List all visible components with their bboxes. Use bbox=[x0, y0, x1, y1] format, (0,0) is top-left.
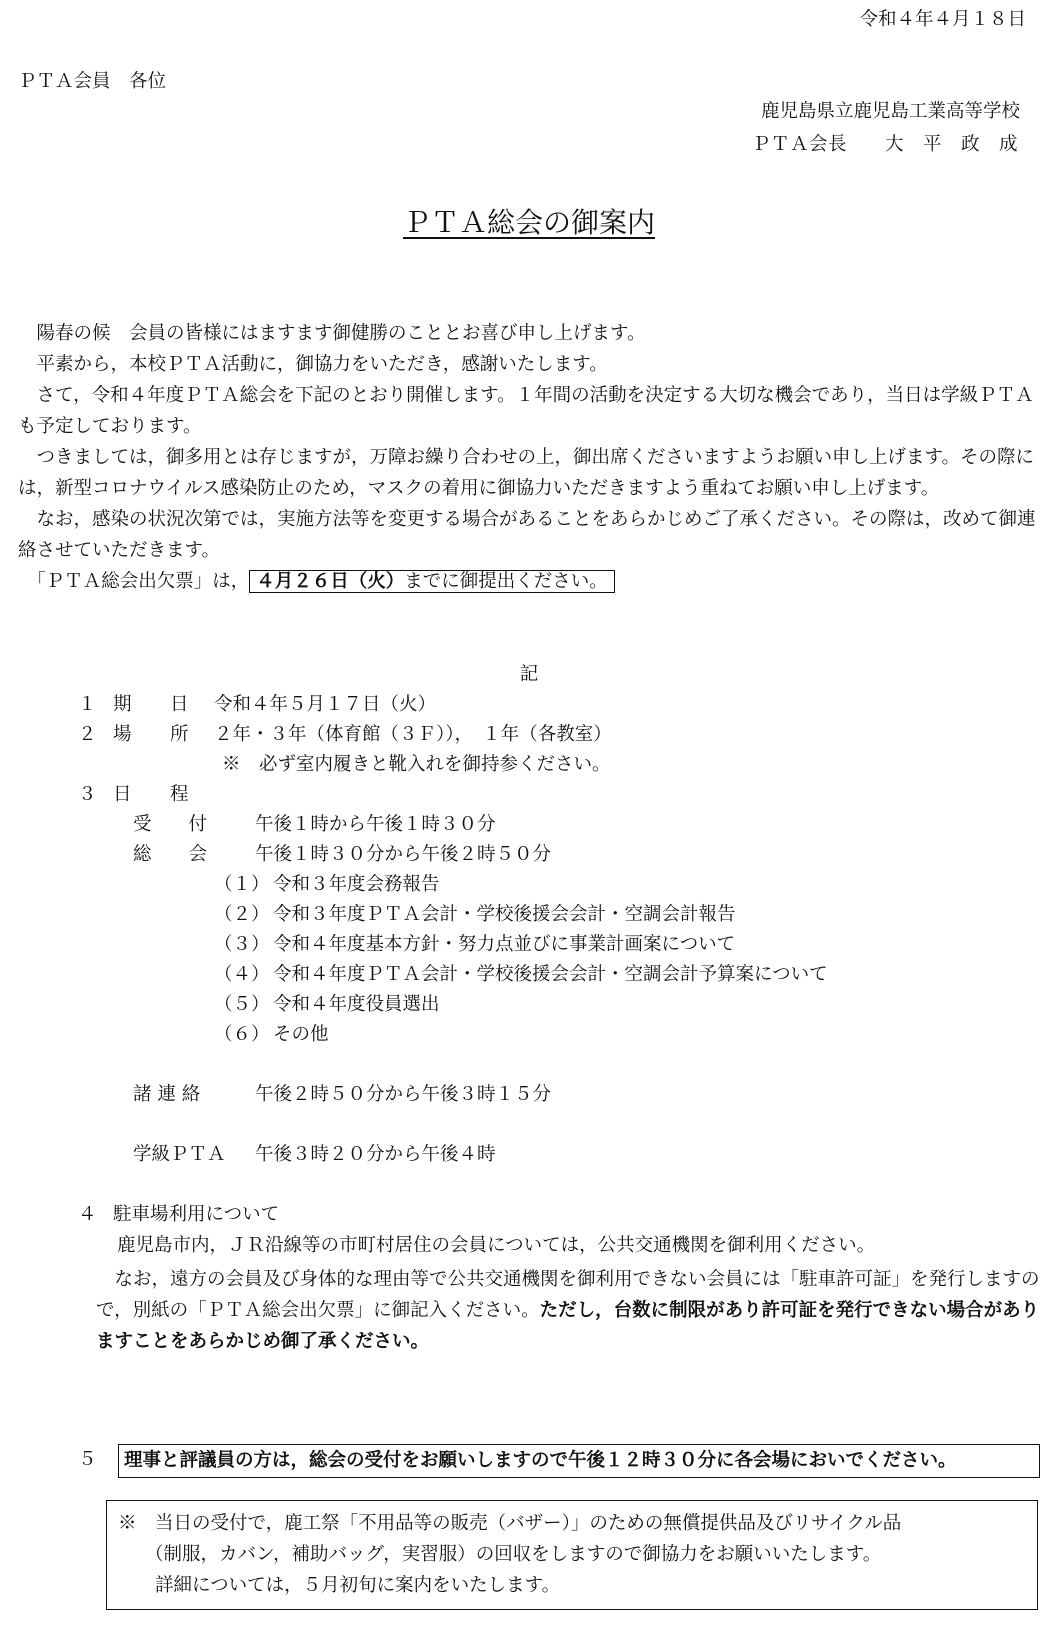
body-paragraph-3: さて，令和４年度ＰＴＡ総会を下記のとおり開催します。１年間の活動を決定する大切な機会であり，当日は学級ＰＴＡも予定しております。 bbox=[18, 385, 1034, 437]
item-2-label: 場 所 bbox=[113, 724, 199, 745]
body-paragraph-4: つきましては，御多用とは存じますが，万障お繰り合わせの上，御出席くださいますようお願い申し上げます。その際には，新型コロナウイルス感染防止のため，マスクの着用に御協力いただきますよう重ねてお願い申し上げます。 bbox=[18, 447, 1035, 499]
note-line-3: 詳細については，５月初旬に案内をいたします。 bbox=[155, 1575, 561, 1596]
item-3-number: ３ bbox=[78, 784, 97, 805]
page-title bbox=[0, 205, 1058, 241]
deadline-prefix: 「ＰＴＡ総会出欠票」は， bbox=[36, 571, 250, 592]
agenda-item-no: （５） bbox=[214, 994, 270, 1015]
note-line-2: （制服，カバン，補助バッグ，実習服）の回収をしますので御協力をお願いいたします。 bbox=[145, 1544, 882, 1565]
schedule-class-label: 学級ＰＴＡ bbox=[133, 1144, 226, 1165]
deadline-suffix: までに御提出ください。 bbox=[404, 571, 608, 592]
item-4-text-2a: なお，遠方の会員及び身体的な理由等で公共交通機関を御利用できない会員には「駐車許可証」を発行しますので，別紙の「ＰＴＡ総会出欠票」に御記入ください。 bbox=[96, 1269, 1040, 1321]
body-paragraph-1: 陽春の候 会員の皆様にはますます御健勝のこととお喜び申し上げます。 bbox=[18, 323, 646, 344]
agenda-item-text: その他 bbox=[273, 1024, 329, 1045]
deadline-date: ４月２６日（火） bbox=[256, 571, 405, 592]
body-text bbox=[18, 318, 1048, 597]
schedule-reception-label: 受 付 bbox=[133, 814, 208, 835]
item-1-number: １ bbox=[78, 694, 97, 715]
document-date: 令和４年４月１８日 bbox=[859, 9, 1026, 30]
agenda-item-no: （６） bbox=[214, 1024, 270, 1045]
schedule-general-label: 総 会 bbox=[133, 844, 208, 865]
pta-chair: ＰＴＡ会長 大 平 政 成 bbox=[751, 134, 1018, 155]
item-1-label: 期 日 bbox=[113, 694, 199, 715]
agenda-item-text: 令和４年度ＰＴＡ会計・学校後援会会計・空調会計予算案について bbox=[273, 964, 828, 985]
body-paragraph-2: 平素から，本校ＰＴＡ活動に，御協力をいただき，感謝いたします。 bbox=[18, 354, 608, 375]
schedule-class-time: 午後３時２０分から午後４時 bbox=[255, 1144, 496, 1165]
note-line-1: ※ 当日の受付で，鹿工祭「不用品等の販売（バザー）」のための無償提供品及びリサイクル品 bbox=[118, 1513, 902, 1534]
item-5-number: ５ bbox=[78, 1449, 97, 1470]
item-4-text-1: 鹿児島市内，ＪＲ沿線等の市町村居住の会員については，公共交通機関を御利用ください。 bbox=[117, 1235, 876, 1256]
body-paragraph-5: なお，感染の状況次第では，実施方法等を変更する場合があることをあらかじめご了承ください。その際は，改めて御連絡させていただきます。 bbox=[18, 509, 1036, 561]
agenda-item-no: （１） bbox=[214, 874, 270, 895]
agenda-item-no: （３） bbox=[214, 934, 270, 955]
item-3-label: 日 程 bbox=[113, 784, 199, 805]
schedule-contact-time: 午後２時５０分から午後３時１５分 bbox=[255, 1084, 552, 1105]
agenda-item-text: 令和３年度会務報告 bbox=[273, 874, 440, 895]
item-2-value: ２年・３年（体育館（３Ｆ））， １年（各教室） bbox=[214, 724, 612, 745]
agenda-item-text: 令和４年度基本方針・努力点並びに事業計画案について bbox=[273, 934, 736, 955]
deadline-box bbox=[249, 570, 615, 593]
item-5-text: 理事と評議員の方は，総会の受付をお願いしますので午後１２時３０分に各会場においでください。 bbox=[124, 1450, 957, 1471]
item-4-number: ４ bbox=[78, 1204, 97, 1225]
item-4-label: 駐車場利用について bbox=[113, 1204, 280, 1225]
ki-heading: 記 bbox=[519, 664, 539, 685]
body-paragraph-6 bbox=[18, 566, 1048, 597]
item-4-text-2b: ただし，台数に制限があり許可証を発行できない場合がありますことをあらかじめ御了承ください。 bbox=[96, 1300, 1040, 1352]
agenda-item-text: 令和３年度ＰＴＡ会計・学校後援会会計・空調会計報告 bbox=[273, 904, 736, 925]
schedule-reception-time: 午後１時から午後１時３０分 bbox=[255, 814, 496, 835]
agenda-item-text: 令和４年度役員選出 bbox=[273, 994, 440, 1015]
agenda-item-no: （４） bbox=[214, 964, 270, 985]
recipient: ＰＴＡ会員 各位 bbox=[18, 71, 167, 92]
item-4-text-2 bbox=[96, 1264, 1051, 1357]
item-2-number: ２ bbox=[78, 724, 97, 745]
item-2-note: ※ 必ず室内履きと靴入れを御持参ください。 bbox=[222, 754, 611, 775]
school-name: 鹿児島県立鹿児島工業高等学校 bbox=[760, 101, 1020, 122]
schedule-contact-label: 諸 連 絡 bbox=[133, 1084, 201, 1105]
title-text: ＰＴＡ総会の御案内 bbox=[402, 206, 655, 239]
schedule-general-time: 午後１時３０分から午後２時５０分 bbox=[255, 844, 552, 865]
agenda-item-no: （２） bbox=[214, 904, 270, 925]
item-1-value: 令和４年５月１７日（火） bbox=[214, 694, 437, 715]
